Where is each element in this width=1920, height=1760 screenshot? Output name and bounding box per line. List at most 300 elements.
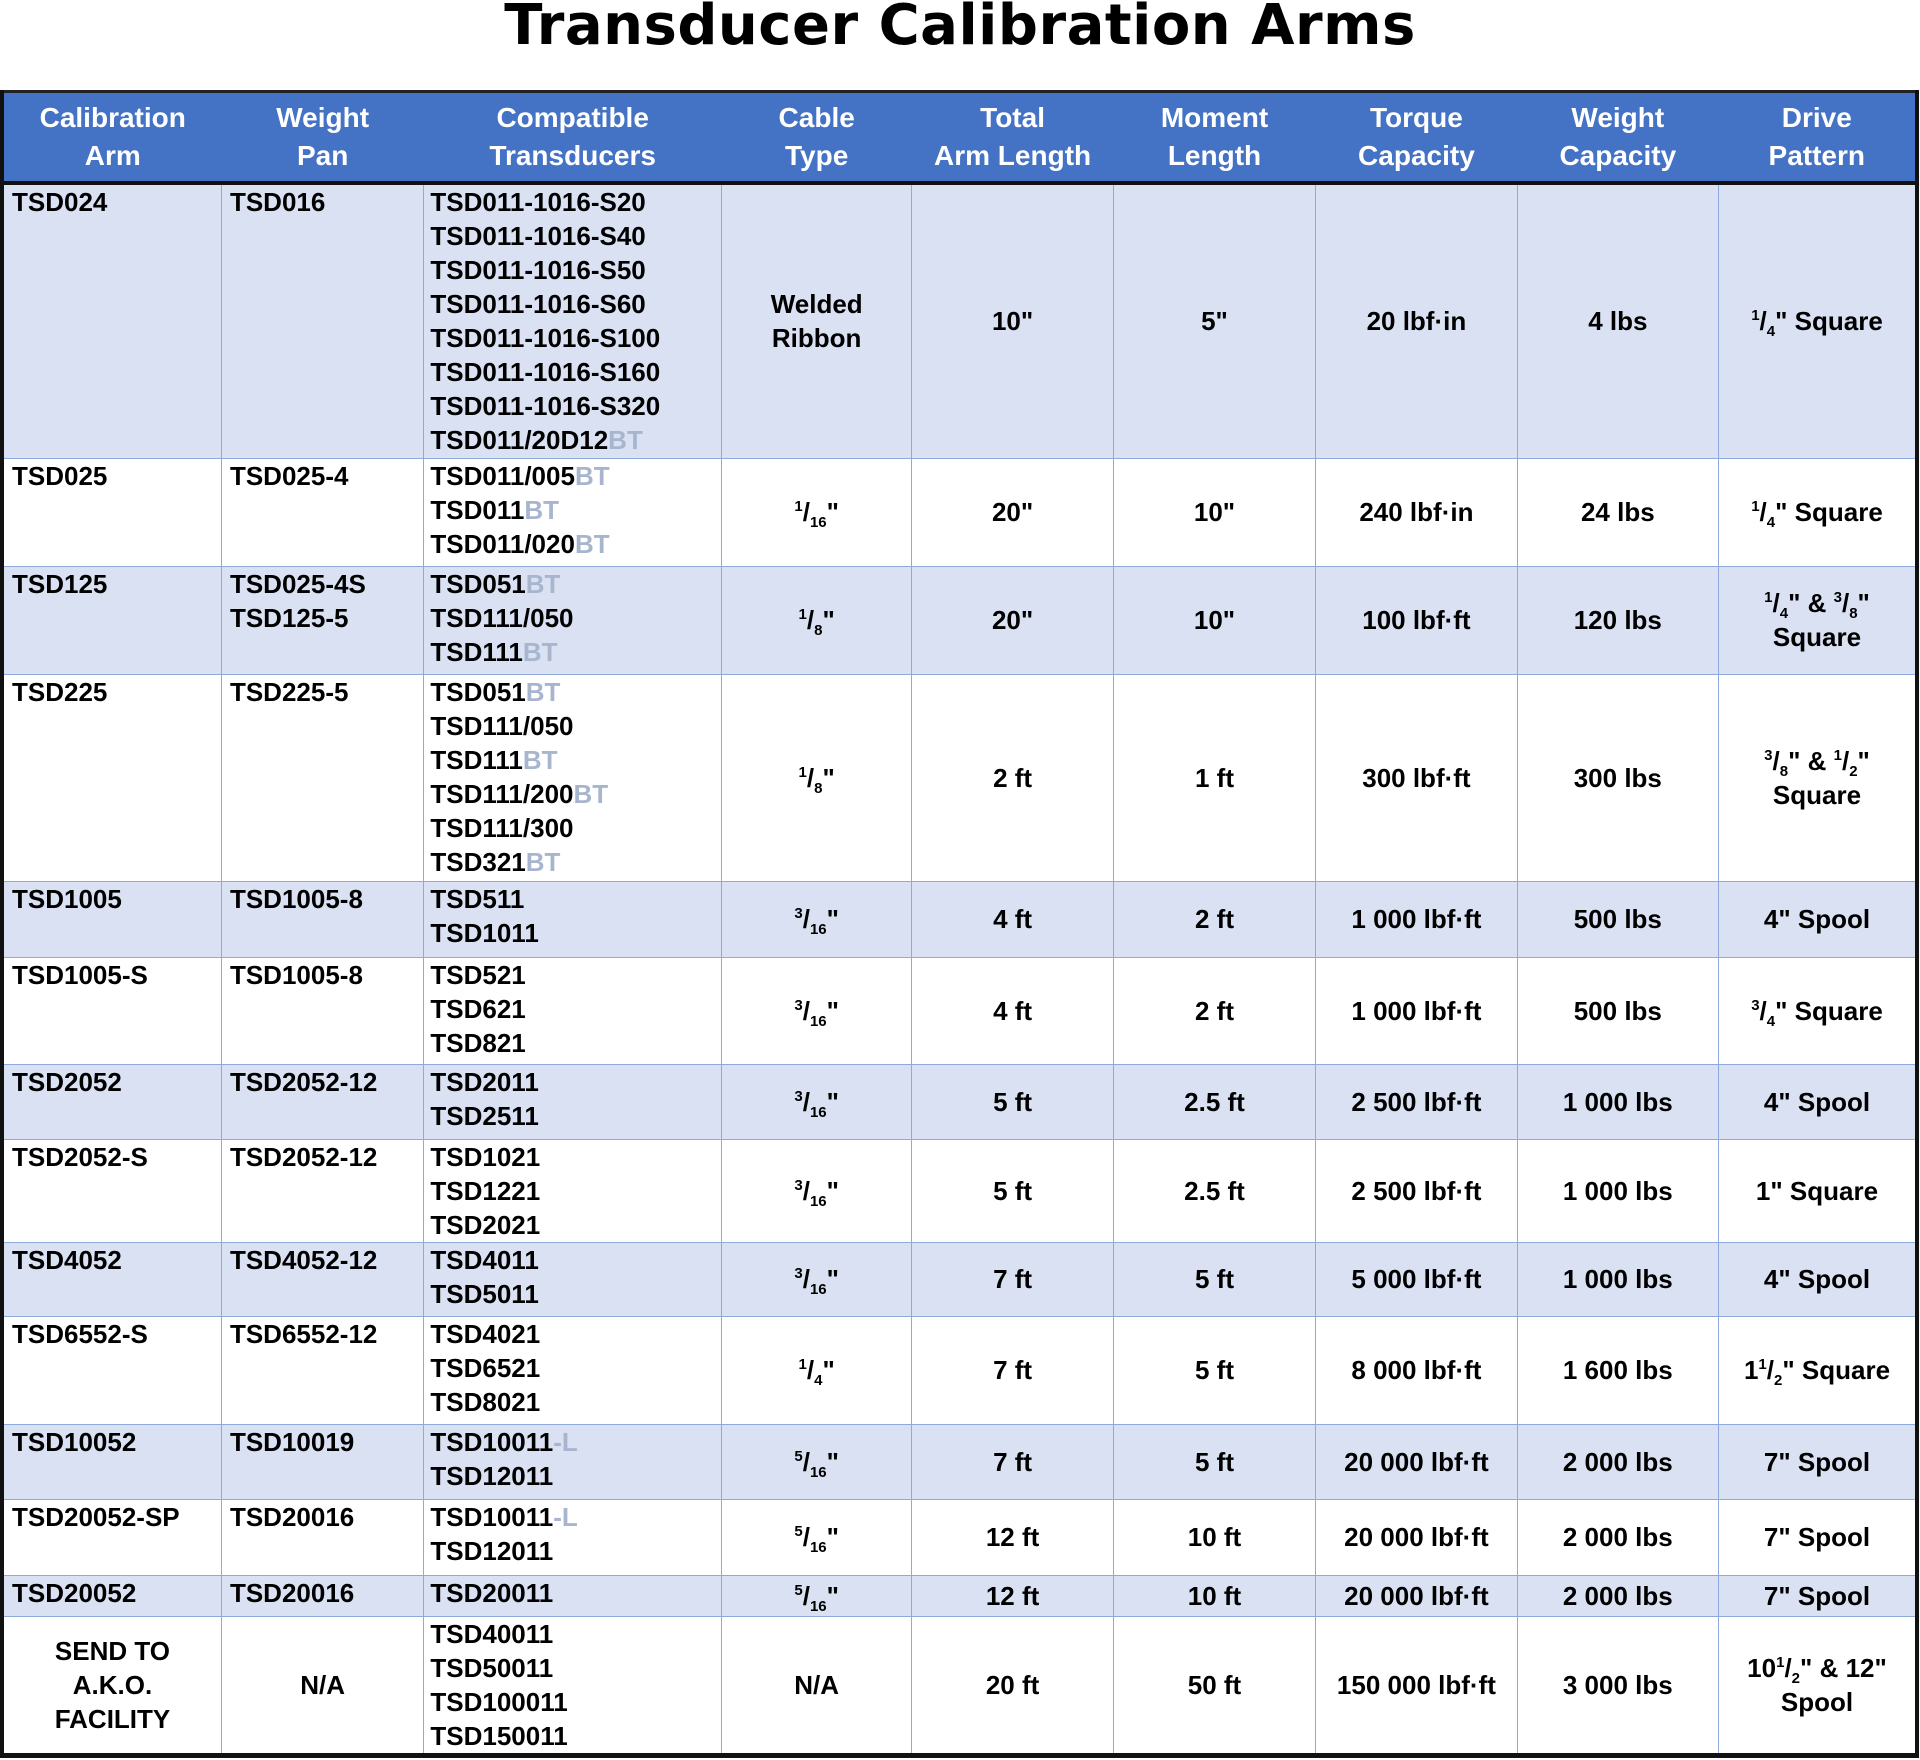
inch-mark: " (826, 1086, 839, 1117)
fraction-denominator: 16 (809, 1192, 827, 1210)
fraction (798, 605, 835, 639)
transducer-item (430, 1317, 721, 1351)
transducer-model: TSD10011 (430, 1426, 554, 1457)
cell-calibration-arm: TSD6552-S (2, 1316, 221, 1424)
cell-calibration-arm (2, 1616, 221, 1755)
cell-total-arm-length: 4 ft (912, 957, 1113, 1064)
fraction (1751, 995, 1776, 1030)
fraction-numerator: 1 (798, 763, 807, 781)
fraction-slash: / (802, 995, 810, 1026)
transducer-suffix: BT (574, 528, 610, 559)
weight-pan-item: TSD1005-8 (229, 959, 363, 990)
cell-compatible-transducers (424, 183, 722, 458)
column-header (912, 92, 1113, 184)
weight-pan-item: TSD1005-8 (229, 883, 363, 914)
fraction-denominator: 16 (809, 1539, 827, 1556)
weight-pan-item: TSD4052-12 (229, 1244, 378, 1275)
cell-drive-pattern (1719, 183, 1917, 458)
drive-pattern-line (1719, 1685, 1915, 1719)
fraction (794, 497, 839, 531)
cell-torque-capacity: 300 lbf·ft (1316, 674, 1517, 881)
inch-mark: " (826, 1446, 839, 1477)
transducer-suffix: BT (525, 568, 561, 599)
transducer-model: TSD100011 (430, 1686, 568, 1717)
inch-mark: " (822, 605, 835, 635)
fraction-numerator: 1 (1751, 498, 1760, 515)
cell-torque-capacity: 5 000 lbf·ft (1316, 1242, 1517, 1316)
transducer-model: TSD111/200 (430, 778, 574, 809)
transducer-item (430, 709, 721, 743)
transducer-model: TSD50011 (430, 1652, 554, 1683)
cell-moment-length: 10 ft (1113, 1499, 1315, 1575)
fraction-whole: 1 (1743, 1355, 1759, 1385)
transducer-item (430, 321, 721, 355)
cell-drive-pattern (1719, 1242, 1917, 1316)
fraction-slash: / (802, 1175, 810, 1206)
weight-pan-item: TSD20016 (229, 1501, 355, 1532)
fraction-slash: / (806, 1355, 815, 1385)
fraction-numerator: 3 (794, 1087, 803, 1105)
cell-moment-length: 5 ft (1113, 1242, 1315, 1316)
cell-weight-pan (221, 1499, 423, 1575)
inch-mark: " (826, 904, 839, 934)
transducer-model: TSD111 (430, 636, 523, 667)
cell-calibration-arm: TSD4052 (2, 1242, 221, 1316)
inch-mark: " (826, 1580, 839, 1611)
table-row (2, 1575, 1917, 1616)
cell-weight-pan (221, 183, 423, 458)
cell-cable-type (721, 1499, 911, 1575)
table-row (2, 1064, 1917, 1139)
transducer-suffix: BT (525, 676, 561, 707)
transducer-item (430, 1617, 721, 1651)
cell-total-arm-length: 20 ft (912, 1616, 1113, 1755)
cell-total-arm-length: 12 ft (912, 1575, 1113, 1616)
column-header-line-2: Length (1167, 140, 1262, 171)
cell-cable-type (721, 674, 911, 881)
transducer-model: TSD111/050 (430, 602, 574, 633)
table-row (2, 1616, 1917, 1755)
cell-weight-pan (221, 458, 423, 566)
transducer-model: TSD12011 (430, 1460, 554, 1491)
transducer-item (430, 219, 721, 253)
fraction-slash: / (1759, 995, 1767, 1026)
drive-pattern-line (1719, 1651, 1915, 1685)
fraction-denominator: 8 (814, 622, 823, 639)
transducer-item (430, 185, 721, 219)
cell-compatible-transducers (424, 566, 722, 674)
transducer-model: TSD111 (430, 744, 523, 775)
fraction-numerator: 5 (794, 1581, 803, 1599)
fraction (798, 762, 835, 797)
drive-pattern-text: Square (1772, 622, 1862, 652)
fraction-numerator: 1 (1833, 746, 1842, 764)
column-header (1316, 92, 1517, 184)
fraction-numerator: 3 (1764, 746, 1773, 764)
fraction-numerator: 1 (1776, 1653, 1785, 1671)
inch-mark: " (826, 497, 839, 527)
drive-pattern-line (1719, 1262, 1915, 1296)
cell-total-arm-length: 4 ft (912, 881, 1113, 957)
weight-pan-item: TSD10019 (229, 1426, 355, 1457)
cell-compatible-transducers (424, 1316, 722, 1424)
drive-pattern-line (1719, 620, 1915, 654)
column-header-line-1: Compatible (496, 102, 649, 133)
cell-weight-pan (221, 1242, 423, 1316)
cell-calibration-arm: TSD2052-S (2, 1139, 221, 1242)
fraction-denominator: 16 (809, 1103, 827, 1121)
transducer-item (430, 1099, 721, 1133)
cell-weight-pan (221, 1316, 423, 1424)
drive-pattern-line (1719, 902, 1915, 936)
transducer-model: TSD011/20D12 (430, 425, 609, 455)
cell-total-arm-length: 20" (912, 566, 1113, 674)
fraction (794, 1264, 839, 1298)
cell-weight-capacity: 500 lbs (1517, 957, 1718, 1064)
cell-cable-type (721, 1242, 911, 1316)
drive-pattern-line (1719, 994, 1915, 1028)
fraction-numerator: 1 (798, 606, 807, 623)
transducer-suffix: BT (608, 425, 643, 455)
fraction-numerator: 1 (1751, 307, 1760, 325)
cell-moment-length: 2.5 ft (1113, 1139, 1315, 1242)
fraction-slash: / (1759, 497, 1767, 527)
fraction-numerator: 3 (794, 905, 803, 922)
inch-mark: " (826, 995, 839, 1026)
transducer-item (430, 1425, 721, 1459)
drive-pattern-text: " & 12" (1800, 1652, 1887, 1683)
column-header-line-1: Calibration (39, 102, 186, 133)
cable-type-line: Ribbon (771, 323, 862, 354)
cell-total-arm-length: 12 ft (912, 1499, 1113, 1575)
column-header-line-1: Drive (1781, 102, 1852, 133)
fraction (794, 904, 839, 938)
cell-moment-length: 10 ft (1113, 1575, 1315, 1616)
cell-torque-capacity: 2 500 lbf·ft (1316, 1139, 1517, 1242)
column-header-line-1: Weight (1571, 102, 1665, 133)
drive-pattern-text: 4" Spool (1763, 1086, 1871, 1117)
cell-drive-pattern (1719, 957, 1917, 1064)
cell-moment-length: 5 ft (1113, 1424, 1315, 1499)
column-header (721, 92, 911, 184)
drive-pattern-text: 1" Square (1755, 1175, 1879, 1206)
fraction-denominator: 4 (1766, 514, 1776, 531)
cell-total-arm-length: 10" (912, 183, 1113, 458)
transducer-item (430, 459, 721, 493)
column-header-line-2: Type (785, 140, 849, 171)
cell-weight-pan (221, 1575, 423, 1616)
cell-compatible-transducers (424, 881, 722, 957)
cell-weight-capacity: 2 000 lbs (1517, 1575, 1718, 1616)
transducer-model: TSD8021 (430, 1386, 541, 1417)
transducer-model: TSD2011 (430, 1066, 539, 1097)
cell-drive-pattern (1719, 1616, 1917, 1755)
fraction (794, 1086, 839, 1121)
cell-compatible-transducers (424, 1424, 722, 1499)
column-header-line-1: Moment (1160, 102, 1269, 133)
cable-type-line: Welded (770, 289, 863, 320)
transducer-item (430, 253, 721, 287)
fraction-slash: / (1784, 1652, 1792, 1683)
transducer-model: TSD011-1016-S160 (430, 357, 661, 387)
cell-weight-capacity: 1 600 lbs (1517, 1316, 1718, 1424)
transducer-item (430, 1459, 721, 1493)
fraction-denominator: 16 (809, 1012, 827, 1030)
transducer-model: TSD111/050 (430, 710, 574, 741)
cell-moment-length: 10" (1113, 458, 1315, 566)
transducer-suffix: BT (522, 636, 558, 667)
fraction-numerator: 3 (794, 1176, 803, 1194)
cell-cable-type (721, 881, 911, 957)
fraction-numerator: 1 (794, 498, 803, 515)
cell-weight-capacity: 1 000 lbs (1517, 1064, 1718, 1139)
cell-drive-pattern (1719, 566, 1917, 674)
cell-weight-capacity: 500 lbs (1517, 881, 1718, 957)
cell-weight-capacity: 24 lbs (1517, 458, 1718, 566)
column-header-line-2: Arm Length (934, 140, 1092, 171)
transducer-item (430, 1385, 721, 1419)
cell-drive-pattern (1719, 1316, 1917, 1424)
fraction-numerator: 3 (794, 996, 803, 1014)
drive-pattern-text: 4" Spool (1763, 904, 1871, 934)
transducer-item (430, 1651, 721, 1685)
transducer-model: TSD12011 (430, 1535, 554, 1566)
transducer-model: TSD150011 (430, 1720, 568, 1751)
cell-compatible-transducers (424, 1064, 722, 1139)
column-header-line-2: Capacity (1358, 140, 1475, 171)
fraction-denominator: 2 (1791, 1669, 1801, 1687)
column-header (1517, 92, 1718, 184)
cell-drive-pattern (1719, 674, 1917, 881)
transducer-item (430, 1534, 721, 1568)
cell-torque-capacity: 20 000 lbf·ft (1316, 1575, 1517, 1616)
drive-pattern-line (1719, 744, 1915, 778)
cell-cable-type (721, 1424, 911, 1499)
weight-pan-item: TSD025-4 (229, 460, 349, 491)
cell-total-arm-length: 7 ft (912, 1316, 1113, 1424)
transducer-model: TSD621 (430, 993, 526, 1024)
fraction (794, 1580, 839, 1615)
cell-total-arm-length: 5 ft (912, 1139, 1113, 1242)
fraction (794, 1522, 839, 1556)
fraction (794, 1175, 839, 1210)
cell-compatible-transducers (424, 674, 722, 881)
transducer-model: TSD5011 (430, 1278, 539, 1309)
fraction (1764, 588, 1789, 622)
fraction-slash: / (1772, 745, 1780, 776)
column-header-line-1: Cable (778, 102, 855, 133)
cell-torque-capacity: 8 000 lbf·ft (1316, 1316, 1517, 1424)
transducer-item (430, 1576, 721, 1610)
table-row (2, 458, 1917, 566)
fraction (1747, 1652, 1801, 1687)
cell-drive-pattern (1719, 881, 1917, 957)
transducer-item (430, 1140, 721, 1174)
inch-mark: " (826, 1175, 839, 1206)
cell-weight-capacity: 300 lbs (1517, 674, 1718, 881)
table-row (2, 183, 1917, 458)
transducer-suffix: BT (524, 494, 559, 525)
calibration-arm-line: SEND TO (54, 1635, 171, 1666)
cell-total-arm-length: 20" (912, 458, 1113, 566)
cell-calibration-arm: TSD10052 (2, 1424, 221, 1499)
transducer-model: TSD321 (430, 846, 526, 877)
inch-mark: " (826, 1522, 839, 1552)
fraction (1751, 497, 1776, 531)
drive-pattern-text: " Square (1775, 306, 1883, 337)
fraction-denominator: 4 (814, 1372, 823, 1389)
fraction (798, 1355, 835, 1389)
transducer-item (430, 992, 721, 1026)
fraction-denominator: 16 (809, 1463, 827, 1481)
cell-drive-pattern (1719, 458, 1917, 566)
cell-drive-pattern (1719, 1575, 1917, 1616)
fraction-denominator: 8 (1779, 762, 1789, 780)
fraction-slash: / (1759, 306, 1767, 337)
calibration-arms-table (0, 90, 1919, 1758)
page-title: Transducer Calibration Arms (504, 0, 1416, 58)
transducer-suffix: BT (573, 778, 609, 809)
transducer-item (430, 743, 721, 777)
fraction-slash: / (802, 1264, 810, 1294)
transducer-suffix: BT (522, 744, 558, 775)
cell-cable-type (721, 458, 911, 566)
column-header-line-2: Transducers (489, 140, 656, 171)
transducer-item (430, 355, 721, 389)
fraction (1743, 1355, 1783, 1389)
fraction-numerator: 3 (1833, 589, 1842, 606)
drive-pattern-line (1719, 1085, 1915, 1119)
cell-moment-length: 2 ft (1113, 957, 1315, 1064)
table-row (2, 566, 1917, 674)
fraction-numerator: 3 (1751, 996, 1760, 1014)
table-row (2, 881, 1917, 957)
fraction-numerator: 5 (794, 1447, 803, 1465)
cell-torque-capacity: 2 500 lbf·ft (1316, 1064, 1517, 1139)
fraction-denominator: 16 (809, 1597, 827, 1615)
table-row (2, 1499, 1917, 1575)
cell-weight-pan (221, 674, 423, 881)
fraction (1751, 306, 1776, 341)
cell-weight-pan (221, 1139, 423, 1242)
cell-drive-pattern (1719, 1139, 1917, 1242)
cell-torque-capacity: 100 lbf·ft (1316, 566, 1517, 674)
transducer-item (430, 1351, 721, 1385)
transducer-model: TSD011-1016-S40 (430, 221, 646, 251)
fraction-denominator: 2 (1849, 762, 1858, 780)
transducer-model: TSD051 (430, 568, 526, 599)
transducer-item (430, 958, 721, 992)
fraction-denominator: 8 (814, 779, 823, 797)
transducer-item (430, 389, 721, 423)
transducer-model: TSD10011 (430, 1501, 554, 1532)
fraction-denominator: 16 (809, 921, 827, 938)
cell-total-arm-length: 5 ft (912, 1064, 1113, 1139)
drive-pattern-line (1719, 778, 1915, 812)
table-row (2, 1139, 1917, 1242)
fraction-numerator: 5 (794, 1523, 803, 1540)
cell-moment-length: 5" (1113, 183, 1315, 458)
fraction-slash: / (802, 497, 810, 527)
cell-torque-capacity: 20 lbf·in (1316, 183, 1517, 458)
cell-drive-pattern (1719, 1499, 1917, 1575)
transducer-model: TSD051 (430, 676, 526, 707)
fraction-slash: / (802, 1446, 810, 1477)
transducer-model: TSD20011 (430, 1577, 554, 1608)
column-header (221, 92, 423, 184)
column-header-line-2: Pan (296, 140, 349, 171)
fraction-slash: / (806, 762, 815, 793)
inch-mark: " (822, 762, 835, 793)
cell-calibration-arm: TSD1005 (2, 881, 221, 957)
fraction-slash: / (806, 605, 815, 635)
inch-mark: " (826, 1264, 839, 1294)
transducer-item (430, 1277, 721, 1311)
transducer-item (430, 493, 721, 527)
inch-mark: " (822, 1355, 835, 1385)
fraction-numerator: 3 (794, 1265, 803, 1282)
transducer-model: TSD111/300 (430, 812, 574, 843)
cell-torque-capacity: 20 000 lbf·ft (1316, 1499, 1517, 1575)
transducer-model: TSD011-1016-S100 (430, 323, 661, 353)
drive-pattern-text: " Square (1775, 995, 1883, 1026)
cell-weight-capacity: 3 000 lbs (1517, 1616, 1718, 1755)
cell-calibration-arm: TSD225 (2, 674, 221, 881)
cell-cable-type (721, 957, 911, 1064)
cell-cable-type (721, 1316, 911, 1424)
cell-weight-pan (221, 1424, 423, 1499)
transducer-model: TSD4011 (430, 1244, 539, 1275)
table-row (2, 674, 1917, 881)
column-header-line-2: Arm (84, 140, 141, 171)
drive-pattern-text: " & (1788, 588, 1834, 618)
drive-pattern-text: 7" Spool (1763, 1446, 1871, 1477)
weight-pan-item: TSD025-4S (229, 568, 366, 599)
cell-cable-type (721, 1575, 911, 1616)
weight-pan-item: TSD225-5 (229, 676, 349, 707)
fraction-numerator: 1 (1764, 589, 1773, 606)
transducer-item (430, 527, 721, 561)
calibration-arm-line: A.K.O. (72, 1669, 153, 1700)
cell-cable-type (721, 183, 911, 458)
cell-calibration-arm: TSD20052 (2, 1575, 221, 1616)
transducer-model: TSD011-1016-S50 (430, 255, 646, 285)
fraction-slash: / (802, 904, 810, 934)
weight-pan-item: TSD016 (229, 187, 326, 217)
fraction-denominator: 2 (1774, 1372, 1783, 1389)
column-header-line-2: Pattern (1768, 140, 1865, 171)
column-header-line-1: Weight (276, 102, 370, 133)
cell-torque-capacity: 20 000 lbf·ft (1316, 1424, 1517, 1499)
cell-total-arm-length: 7 ft (912, 1424, 1113, 1499)
column-header (2, 92, 221, 184)
transducer-suffix: BT (574, 460, 610, 491)
fraction (1833, 588, 1858, 622)
column-header (424, 92, 722, 184)
fraction-slash: / (802, 1086, 810, 1117)
drive-pattern-line (1719, 495, 1915, 529)
transducer-model: TSD011/020 (430, 528, 575, 559)
cell-calibration-arm: TSD125 (2, 566, 221, 674)
cell-weight-pan (221, 957, 423, 1064)
cell-weight-capacity: 2 000 lbs (1517, 1424, 1718, 1499)
cell-calibration-arm: TSD2052 (2, 1064, 221, 1139)
column-header-line-1: Total (980, 102, 1045, 133)
fraction-denominator: 8 (1849, 605, 1858, 622)
cell-total-arm-length: 7 ft (912, 1242, 1113, 1316)
cell-moment-length: 10" (1113, 566, 1315, 674)
drive-pattern-text: Square (1772, 779, 1862, 810)
